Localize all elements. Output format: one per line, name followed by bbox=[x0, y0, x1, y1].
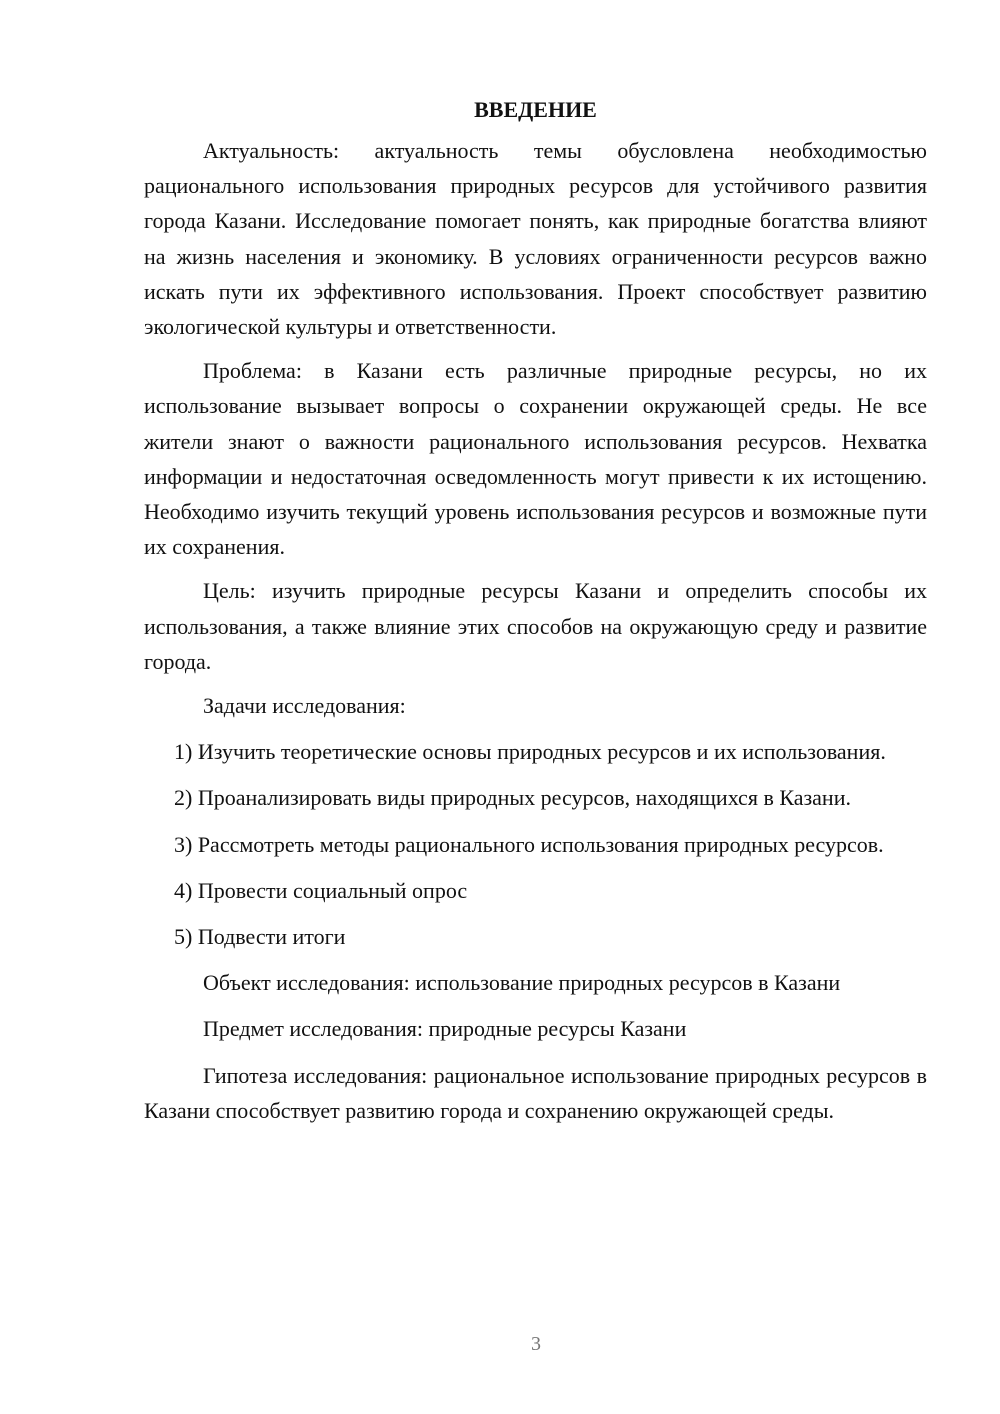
research-subject: Предмет исследования: природные ресурсы Казани bbox=[203, 1016, 687, 1042]
section-title: ВВЕДЕНИЕ bbox=[474, 97, 597, 122]
task-item: 2) Проанализировать виды природных ресурсов, находящихся в Казани. bbox=[174, 785, 851, 811]
problem-paragraph: Проблема: в Казани есть различные природные ресурсы, но их использование вызывает вопросы о сохранении окружающей среды. Не все жители знают о важности рационального использования ресурсов. Нехватка информации и недостаточная осведомленность могут привести к их истощению. Необходимо изучить текущий уровень использования ресурсов и возможные пути их сохранения. bbox=[144, 358, 927, 560]
task-item: 1) Изучить теоретические основы природных ресурсов и их использования. bbox=[174, 739, 886, 765]
task-item: 3) Рассмотреть методы рационального использования природных ресурсов. bbox=[174, 831, 884, 857]
research-hypothesis: Гипотеза исследования: рациональное использование природных ресурсов в Казани способствует развитию города и сохранению окружающей среды. bbox=[144, 1062, 927, 1123]
document-page bbox=[144, 92, 927, 1137]
tasks-heading: Задачи исследования: bbox=[203, 693, 406, 719]
task-item: 5) Подвести итоги bbox=[174, 924, 346, 950]
page-number: 3 bbox=[531, 1333, 541, 1355]
research-object: Объект исследования: использование природных ресурсов в Казани bbox=[203, 970, 841, 996]
relevance-paragraph: Актуальность: актуальность темы обусловлена необходимостью рационального использования природных ресурсов для устойчивого развития города Казани. Исследование помогает понять, как природные богатства влияют на жизнь населения и экономику. В условиях ограниченности ресурсов важно искать пути их эффективного использования. Проект способствует развитию экологической культуры и ответственности. bbox=[144, 138, 927, 340]
goal-paragraph: Цель: изучить природные ресурсы Казани и определить способы их использования, а также влияние этих способов на окружающую среду и развитие города. bbox=[144, 578, 927, 674]
task-item: 4) Провести социальный опрос bbox=[174, 877, 468, 903]
